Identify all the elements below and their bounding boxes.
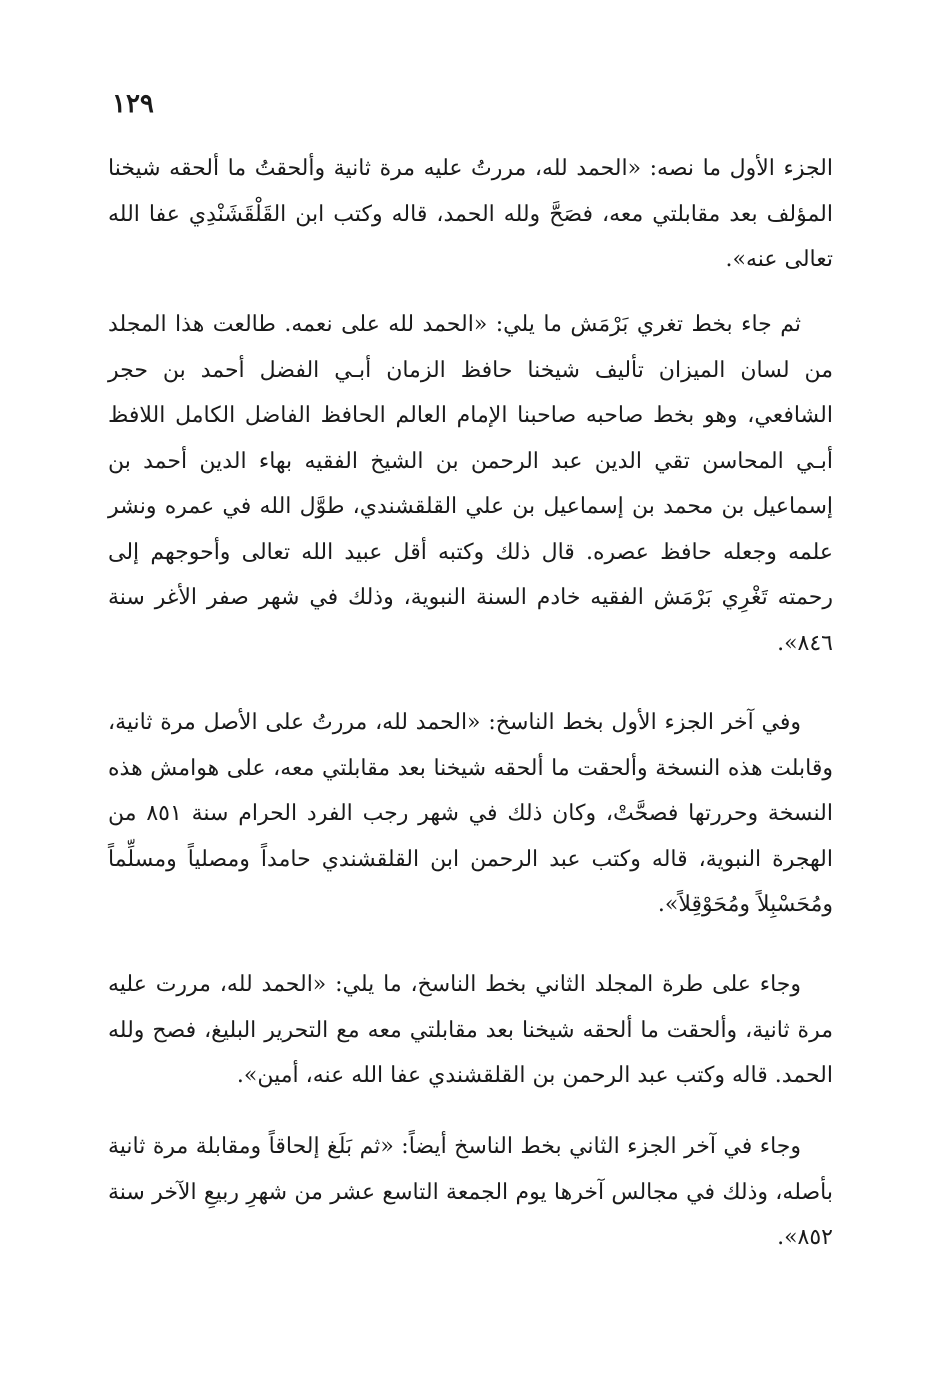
paragraph-3 [108,700,833,928]
paragraph-text: وجاء في آخر الجزء الثاني بخط الناسخ أيضاً: «ثم بَلَغ إلحاقاً ومقابلة مرة ثانية بأصله، وذلك في مجالس آخرها يوم الجمعة التاسع عشر من شهرِ ربيعِ الآخر سنة ٨٥٢». [108,1134,833,1250]
paragraph-text: ثم جاء بخط تغري بَرْمَش ما يلي: «الحمد لله على نعمه. طالعت هذا المجلد من لسان الميزان تأليف شيخنا حافظ الزمان أبـي الفضل أحمد بن حجر الشافعي، وهو بخط صاحبه صاحبنا الإمام العالم الحافظ الفاضل الكامل اللافظ أبـي المحاسن تقي الدين عبد الرحمن بن الشيخ الفقيه بهاء الدين أحمد بن إسماعيل بن محمد بن إسماعيل بن علي القلقشندي، طوَّل الله في عمره ونشر علمه وجعله حافظ عصره. قال ذلك وكتبه أقل عبيد الله تعالى وأحوجهم إلى رحمته تَغْرِي بَرْمَش الفقيه خادم السنة النبوية، وذلك في شهر صفر الأغر سنة ٨٤٦». [108,312,833,656]
paragraph-text: الجزء الأول ما نصه: «الحمد لله، مررتُ عليه مرة ثانية وألحقتُ ما ألحقه شيخنا المؤلف بعد مقابلتي معه، فصَحَّ ولله الحمد، قاله وكتب ابن القَلْقَشَنْدِي عفا الله تعالى عنه». [108,156,833,272]
paragraph-5 [108,1124,833,1261]
paragraph-text: وفي آخر الجزء الأول بخط الناسخ: «الحمد لله، مررتُ على الأصل مرة ثانية، وقابلت هذه النسخة وألحقت ما ألحقه شيخنا بعد مقابلتي معه، على هوامش هذه النسخة وحررتها فصحَّتْ، وكان ذلك في شهر رجب الفرد الحرام سنة ٨٥١ من الهجرة النبوية، قاله وكتب عبد الرحمن ابن القلقشندي حامداً ومصلياً ومسلِّماً ومُحَسْبِلاً ومُحَوْقِلاً». [108,710,833,917]
paragraph-1 [108,146,833,283]
paragraph-text: وجاء على طرة المجلد الثاني بخط الناسخ، ما يلي: «الحمد لله، مررت عليه مرة ثانية، وألحقت ما ألحقه شيخنا بعد مقابلتي معه مع التحرير البليغ، فصح ولله الحمد. قاله وكتب عبد الرحمن بن القلقشندي عفا الله عنه، أمين». [108,972,833,1088]
paragraph-4 [108,962,833,1099]
page-number: ١٢٩ [112,89,154,119]
paragraph-2 [108,302,833,666]
